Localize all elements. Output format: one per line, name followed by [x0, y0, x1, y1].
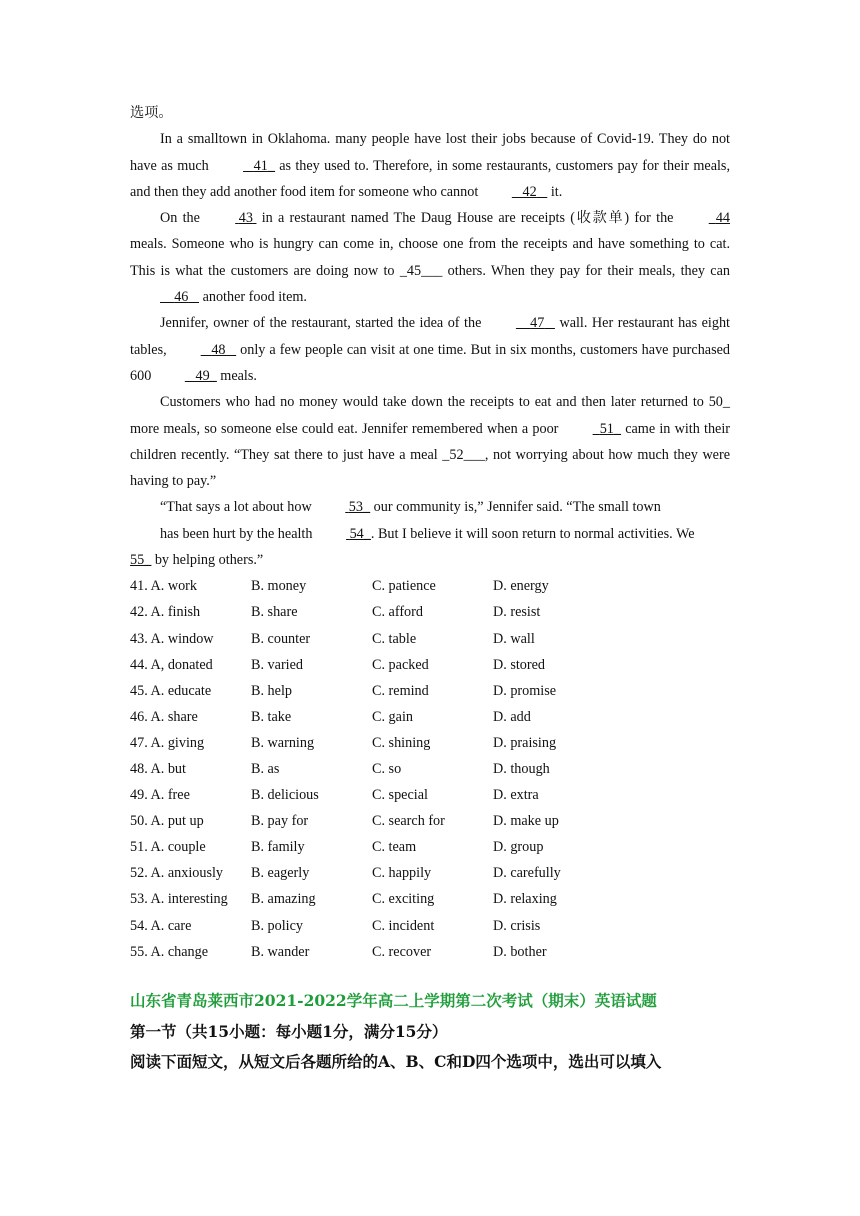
passage-paragraph-2: On the 43 in a restaurant named The Daug House are receipts (收款单) for the 44 meals. Someone who is hungry can come in, choose one from the receipts and have something to cat. This is what the customers are doing now to _45___ others. When they pay for their meals, they can 46 another food item. — [130, 205, 730, 310]
option-d[interactable]: D. group — [493, 839, 544, 856]
option-a[interactable]: 51. A. couple — [130, 839, 206, 856]
blank-49[interactable]: 49_ — [195, 367, 217, 384]
option-row-53 — [130, 886, 730, 912]
blank-54[interactable]: 54_ — [349, 525, 371, 542]
blank-46[interactable]: 46 — [174, 289, 189, 306]
option-a[interactable]: 48. A. but — [130, 761, 186, 777]
blank-43[interactable]: 43 — [238, 210, 253, 227]
blank-45[interactable]: _45___ — [399, 262, 443, 279]
option-c[interactable]: C. shining — [372, 734, 431, 751]
option-row-55 — [130, 939, 730, 965]
option-b[interactable]: B. eagerly — [251, 865, 310, 882]
option-d[interactable]: D. crisis — [493, 917, 541, 934]
option-d[interactable]: D. energy — [493, 578, 549, 595]
passage-paragraph-7: 55_ by helping others.” — [130, 552, 264, 569]
option-a[interactable]: 42. A. finish — [130, 604, 201, 621]
option-b[interactable]: B. pay for — [251, 813, 309, 830]
option-c[interactable]: C. exciting — [372, 891, 435, 908]
option-a[interactable]: 45. A. educate — [130, 682, 212, 699]
option-row-42 — [130, 599, 730, 625]
passage-paragraph-6: has been hurt by the health 54_. But I believe it will soon return to normal activities. We — [130, 521, 730, 547]
option-a[interactable]: 49. A. free — [130, 787, 190, 804]
document-page — [130, 100, 730, 1077]
option-d[interactable]: D. wall — [493, 630, 535, 647]
option-a[interactable]: 55. A. change — [130, 943, 209, 960]
option-d[interactable]: D. extra — [493, 787, 539, 804]
option-c[interactable]: C. patience — [372, 578, 436, 595]
option-c[interactable]: C. so — [372, 761, 402, 777]
options-list — [130, 573, 730, 964]
option-c[interactable]: C. special — [372, 787, 428, 804]
option-b[interactable]: B. wander — [251, 943, 310, 960]
option-row-43 — [130, 626, 730, 652]
option-b[interactable]: B. varied — [251, 656, 304, 673]
option-c[interactable]: C. packed — [372, 656, 429, 673]
passage-paragraph-3: Jennifer, owner of the restaurant, started the idea of the 47 wall. Her restaurant has eight tables, 48 only a few people can visit at one time. But in six months, customers have purchased 600 49_ meals. — [130, 310, 730, 389]
option-b[interactable]: B. warning — [251, 734, 315, 751]
option-a[interactable]: 53. A. interesting — [130, 891, 228, 908]
option-a[interactable]: 43. A. window — [130, 630, 214, 647]
passage-paragraph-5: “That says a lot about how 53_ our community is,” Jennifer said. “The small town — [130, 494, 730, 520]
option-d[interactable]: D. bother — [493, 943, 547, 960]
option-row-51 — [130, 834, 730, 860]
option-row-47 — [130, 730, 730, 756]
option-d[interactable]: D. though — [493, 761, 550, 777]
option-row-48 — [130, 756, 730, 782]
option-d[interactable]: D. resist — [493, 604, 541, 621]
option-b[interactable]: B. help — [251, 682, 292, 699]
option-d[interactable]: D. carefully — [493, 865, 561, 882]
option-c[interactable]: C. incident — [372, 917, 435, 934]
blank-51[interactable]: 51_ — [599, 420, 621, 437]
option-b[interactable]: B. counter — [251, 630, 311, 647]
option-b[interactable]: B. amazing — [251, 891, 316, 908]
option-d[interactable]: D. add — [493, 708, 531, 725]
option-row-46 — [130, 704, 730, 730]
option-a[interactable]: 41. A. work — [130, 578, 197, 595]
option-c[interactable]: C. recover — [372, 943, 432, 960]
section-heading: 第一节（共15小题：每小题1分，满分15分） — [130, 1021, 448, 1041]
option-row-50 — [130, 808, 730, 834]
blank-41[interactable]: 41_ — [253, 157, 275, 174]
option-c[interactable]: C. remind — [372, 682, 429, 699]
option-c[interactable]: C. table — [372, 630, 417, 647]
option-b[interactable]: B. take — [251, 708, 292, 725]
option-a[interactable]: 46. A. share — [130, 708, 198, 725]
option-a[interactable]: 50. A. put up — [130, 813, 204, 830]
option-d[interactable]: D. relaxing — [493, 891, 557, 908]
option-c[interactable]: C. gain — [372, 708, 413, 725]
option-row-49 — [130, 782, 730, 808]
option-row-44 — [130, 652, 730, 678]
blank-44[interactable]: 44 — [715, 210, 730, 227]
blank-55[interactable]: 55_ — [130, 552, 152, 569]
option-row-41 — [130, 573, 730, 599]
option-b[interactable]: B. family — [251, 839, 305, 856]
option-c[interactable]: C. afford — [372, 604, 423, 621]
exam-title: 山东省青岛莱西市2021-2022学年高二上学期第二次考试（期末）英语试题 — [130, 990, 657, 1010]
option-b[interactable]: B. as — [251, 761, 280, 777]
section-instruction: 阅读下面短文，从短文后各题所给的A、B、C和D四个选项中，选出可以填入 — [130, 1051, 662, 1071]
option-b[interactable]: B. money — [251, 578, 307, 595]
option-a[interactable]: 54. A. care — [130, 917, 192, 934]
option-a[interactable]: 47. A. giving — [130, 734, 205, 751]
option-d[interactable]: D. promise — [493, 682, 557, 699]
blank-48[interactable]: 48 — [211, 341, 226, 358]
option-row-54 — [130, 913, 730, 939]
option-d[interactable]: D. praising — [493, 734, 557, 751]
option-b[interactable]: B. delicious — [251, 787, 319, 804]
blank-47[interactable]: 47 — [530, 315, 545, 332]
passage-paragraph-1: In a smalltown in Oklahoma. many people have lost their jobs because of Covid-19. They do not have as much 41_ as they used to. Therefore, in some restaurants, customers pay for their meals, and then they add another food item for someone who cannot 42 it. — [130, 126, 730, 205]
option-row-45 — [130, 678, 730, 704]
passage-paragraph-4: Customers who had no money would take down the receipts to eat and then later returned to 50_ more meals, so someone else could eat. Jennifer remembered when a poor 51_ came in with their children recently. “They sat there to just have a meal _52___, not worrying about how much they were having to pay.” — [130, 394, 731, 490]
option-c[interactable]: C. team — [372, 839, 417, 856]
option-d[interactable]: D. stored — [493, 656, 546, 673]
option-a[interactable]: 52. A. anxiously — [130, 865, 224, 882]
option-a[interactable]: 44. A, donated — [130, 656, 213, 673]
option-b[interactable]: B. share — [251, 604, 298, 621]
option-d[interactable]: D. make up — [493, 813, 559, 830]
blank-52[interactable]: _52___ — [442, 446, 485, 463]
option-row-52 — [130, 860, 730, 886]
blank-42[interactable]: 42 — [522, 183, 537, 200]
intro-tail: 选项。 — [130, 105, 173, 121]
blank-53[interactable]: 53_ — [348, 499, 371, 516]
option-c[interactable]: C. search for — [372, 813, 445, 830]
option-c[interactable]: C. happily — [372, 865, 432, 882]
option-b[interactable]: B. policy — [251, 917, 304, 934]
